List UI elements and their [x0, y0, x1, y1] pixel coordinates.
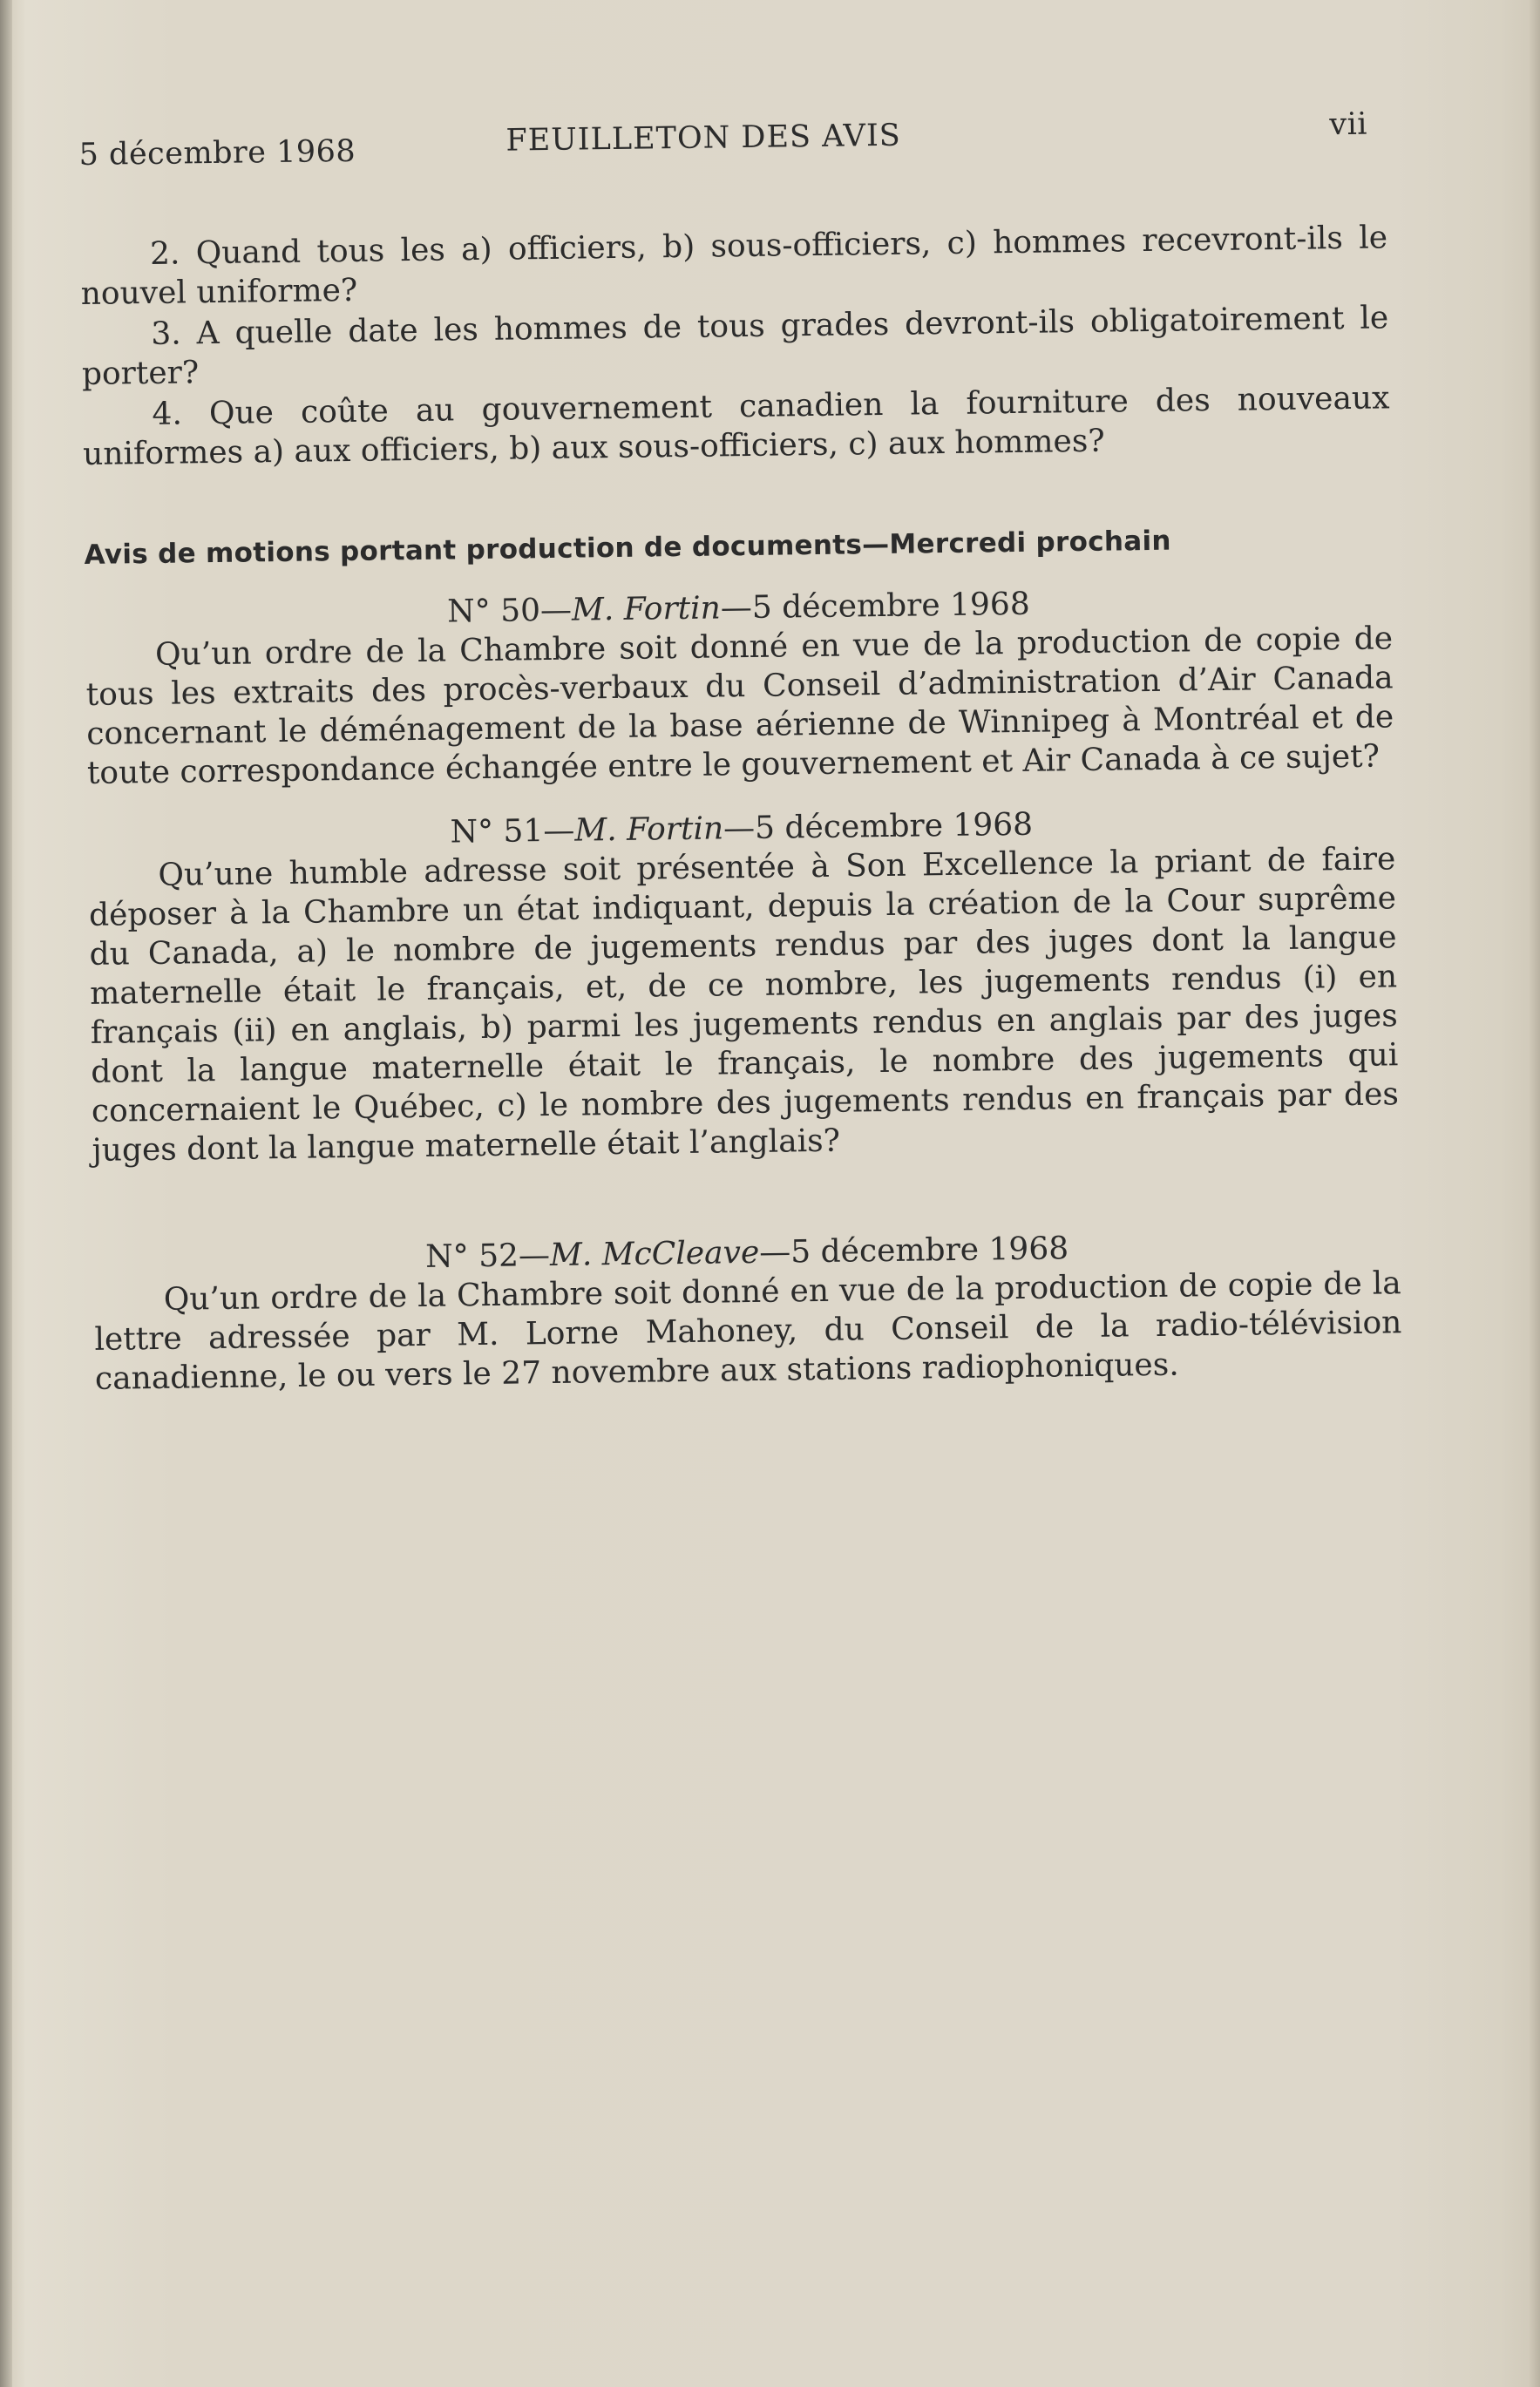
motion-mover: M. Fortin	[571, 590, 722, 628]
motion-mover: M. McCleave	[549, 1234, 760, 1274]
motion-50	[85, 580, 1394, 793]
motion-date: —5 décembre 1968	[720, 586, 1030, 627]
motion-date: —5 décembre 1968	[723, 806, 1034, 847]
motion-number: N° 52—	[424, 1238, 551, 1275]
motion-52	[93, 1224, 1402, 1399]
page-number: vii	[1329, 106, 1368, 143]
motion-text: Qu’un ordre de la Chambre soit donné en vue de la production de copie de tous les extraits des procès-verbaux du Conseil d’administration d’Air Canada concernant le déménagement de la base aérienne de Winnipeg à Montréal et de toute correspondance échangée entre le gouvernement et Air Canada à ce sujet?	[85, 620, 1394, 791]
page-content	[78, 96, 1402, 1399]
header-date: 5 décembre 1968	[78, 133, 356, 173]
motion-number: N° 51—	[450, 812, 575, 851]
question-item: 3. A quelle date les hommes de tous grades devront-ils obligatoirement le porter?	[81, 300, 1389, 392]
motion-number: N° 50—	[447, 592, 573, 630]
motion-text: Qu’une humble adresse soit présentée à Son Excellence la priant de faire déposer à la Chambre un état indiquant, depuis la création de la Cour suprême du Canada, a) le nombre de jugements rendus par des juges dont la langue maternelle était le français, et, de ce nombre, les jugements rendus (i) en français (ii) en anglais, b) parmi les jugements rendus en anglais par des juges dont la langue maternelle était le français, le nombre des jugements qui concernaient le Québec, c) le nombre des jugements rendus en français par des juges dont la langue maternelle était l’anglais?	[88, 841, 1400, 1169]
motion-mover: M. Fortin	[574, 810, 724, 849]
motion-51	[88, 800, 1400, 1170]
page-right-edge	[1530, 0, 1540, 2387]
motion-text: Qu’un ordre de la Chambre soit donné en vue de la production de copie de la lettre adressée par M. Lorne Mahoney, du Conseil de la radio-télévision canadienne, le ou vers le 27 novembre aux stations radiophoniques.	[94, 1265, 1402, 1397]
motion-date: —5 décembre 1968	[758, 1231, 1069, 1271]
running-header	[78, 96, 1387, 173]
question-list	[80, 218, 1390, 474]
header-title: FEUILLETON DES AVIS	[505, 118, 901, 159]
page-binding-edge	[0, 0, 12, 2387]
question-item: 2. Quand tous les a) officiers, b) sous-officiers, c) hommes recevront-ils le nouvel uniforme?	[80, 220, 1388, 312]
question-item: 4. Que coûte au gouvernement canadien la fourniture des nouveaux uniformes a) aux officiers, b) aux sous-officiers, c) aux hommes?	[82, 380, 1390, 472]
section-heading: Avis de motions portant production de documents—Mercredi prochain	[84, 525, 1172, 571]
